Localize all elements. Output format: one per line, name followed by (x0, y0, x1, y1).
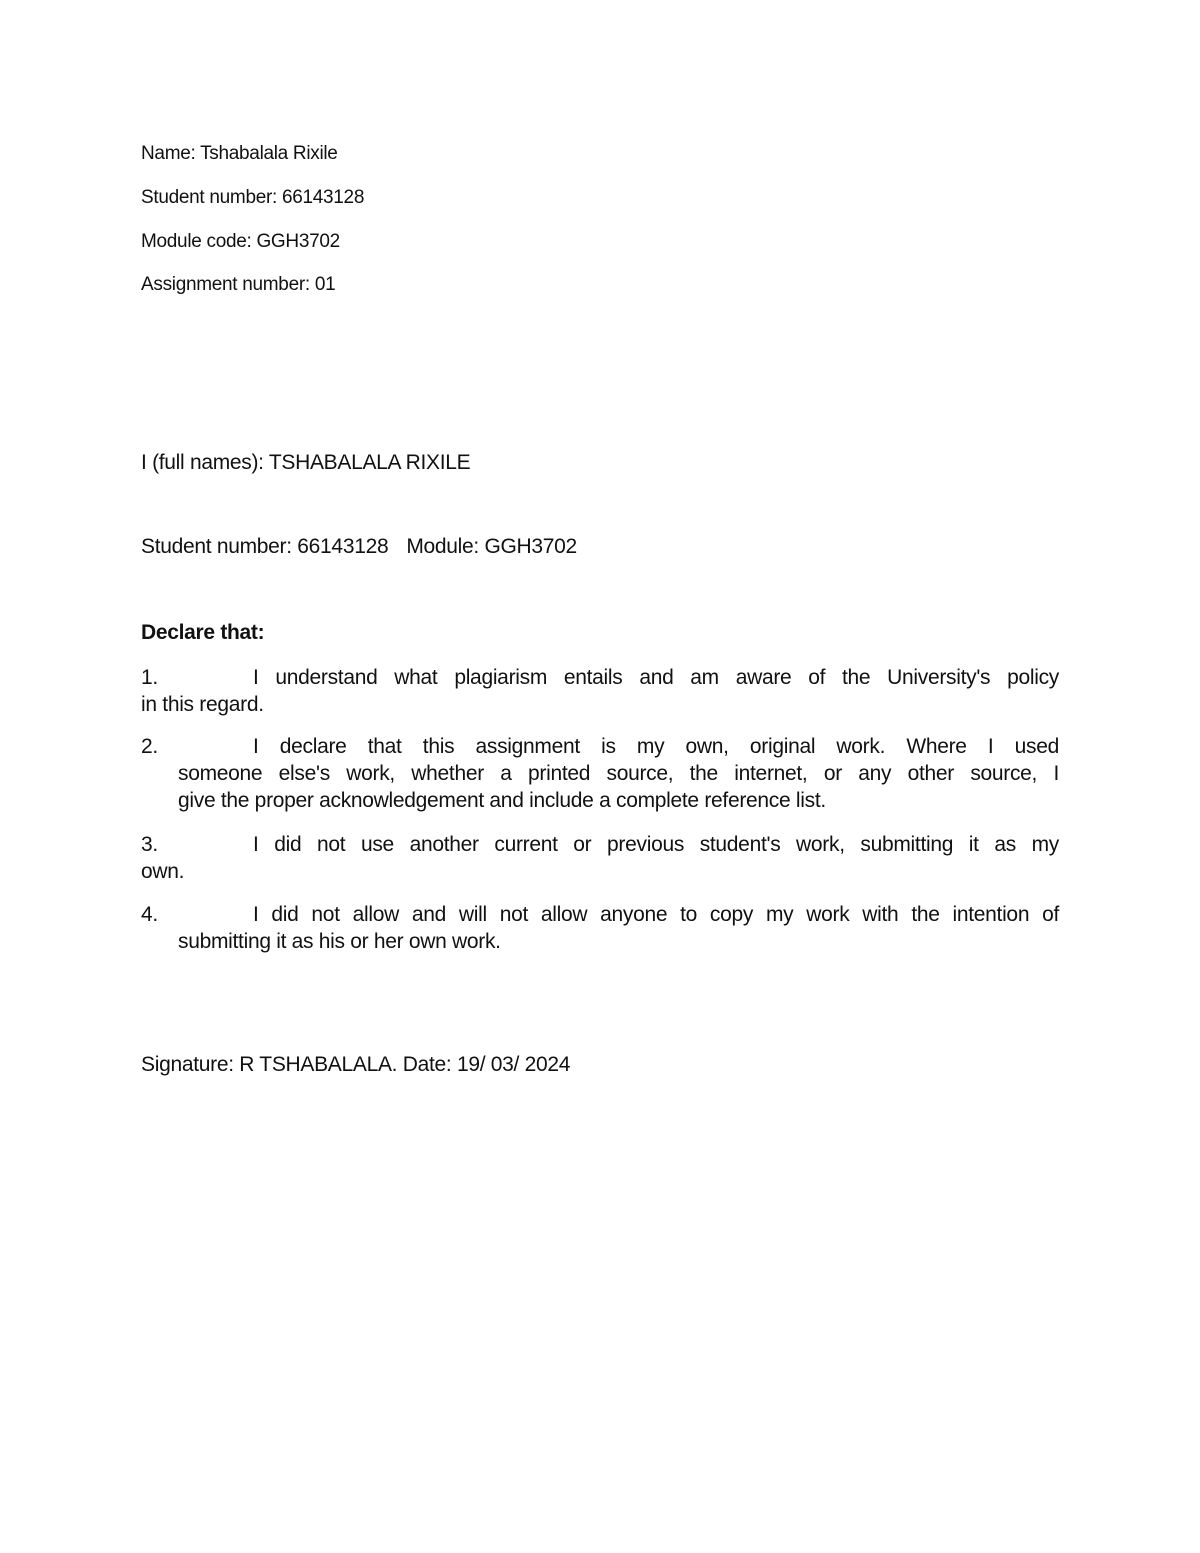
assignment-number-line: Assignment number: 01 (141, 274, 336, 295)
declare-heading: Declare that: (141, 621, 265, 644)
item-2-line-3: give the proper acknowledgement and include a complete reference list. (178, 789, 826, 812)
item-4-text: I did not allow and will not allow anyone to copy my work with the intention of (253, 903, 1059, 926)
module-code-line: Module code: GGH3702 (141, 231, 340, 252)
item-2-text: I declare that this assignment is my own, original work. Where I used (253, 735, 1059, 758)
declaration-module: Module: GGH3702 (406, 535, 577, 558)
item-1-line-2: in this regard. (141, 693, 264, 716)
name-line: Name: Tshabalala Rixile (141, 143, 338, 164)
item-4-number: 4. (141, 903, 158, 926)
declaration-item-3 (141, 831, 1059, 885)
signature-line: Signature: R TSHABALALA. Date: 19/ 03/ 2024 (141, 1053, 571, 1076)
item-2-line-1 (141, 733, 1059, 760)
item-3-line-2: own. (141, 860, 185, 883)
declaration-item-2 (141, 733, 1059, 814)
student-number-line: Student number: 66143128 (141, 187, 365, 208)
item-2-line-2: someone else's work, whether a printed source, the internet, or any other source, I (178, 762, 1059, 785)
item-1-text: I understand what plagiarism entails and am aware of the University's policy (253, 666, 1059, 689)
item-4-line-1 (141, 901, 1059, 928)
item-3-number: 3. (141, 833, 158, 856)
item-2-number: 2. (141, 735, 158, 758)
item-1-line-1 (141, 664, 1059, 691)
item-3-line-1 (141, 831, 1059, 858)
declaration-item-1 (141, 664, 1059, 718)
student-module-line (141, 535, 577, 559)
declaration-student-number: Student number: 66143128 (141, 535, 389, 558)
item-1-number: 1. (141, 666, 158, 689)
item-3-text: I did not use another current or previous student's work, submitting it as my (253, 833, 1059, 856)
declaration-item-4 (141, 901, 1059, 955)
item-4-line-2: submitting it as his or her own work. (178, 930, 501, 953)
full-names-line: I (full names): TSHABALALA RIXILE (141, 451, 471, 474)
